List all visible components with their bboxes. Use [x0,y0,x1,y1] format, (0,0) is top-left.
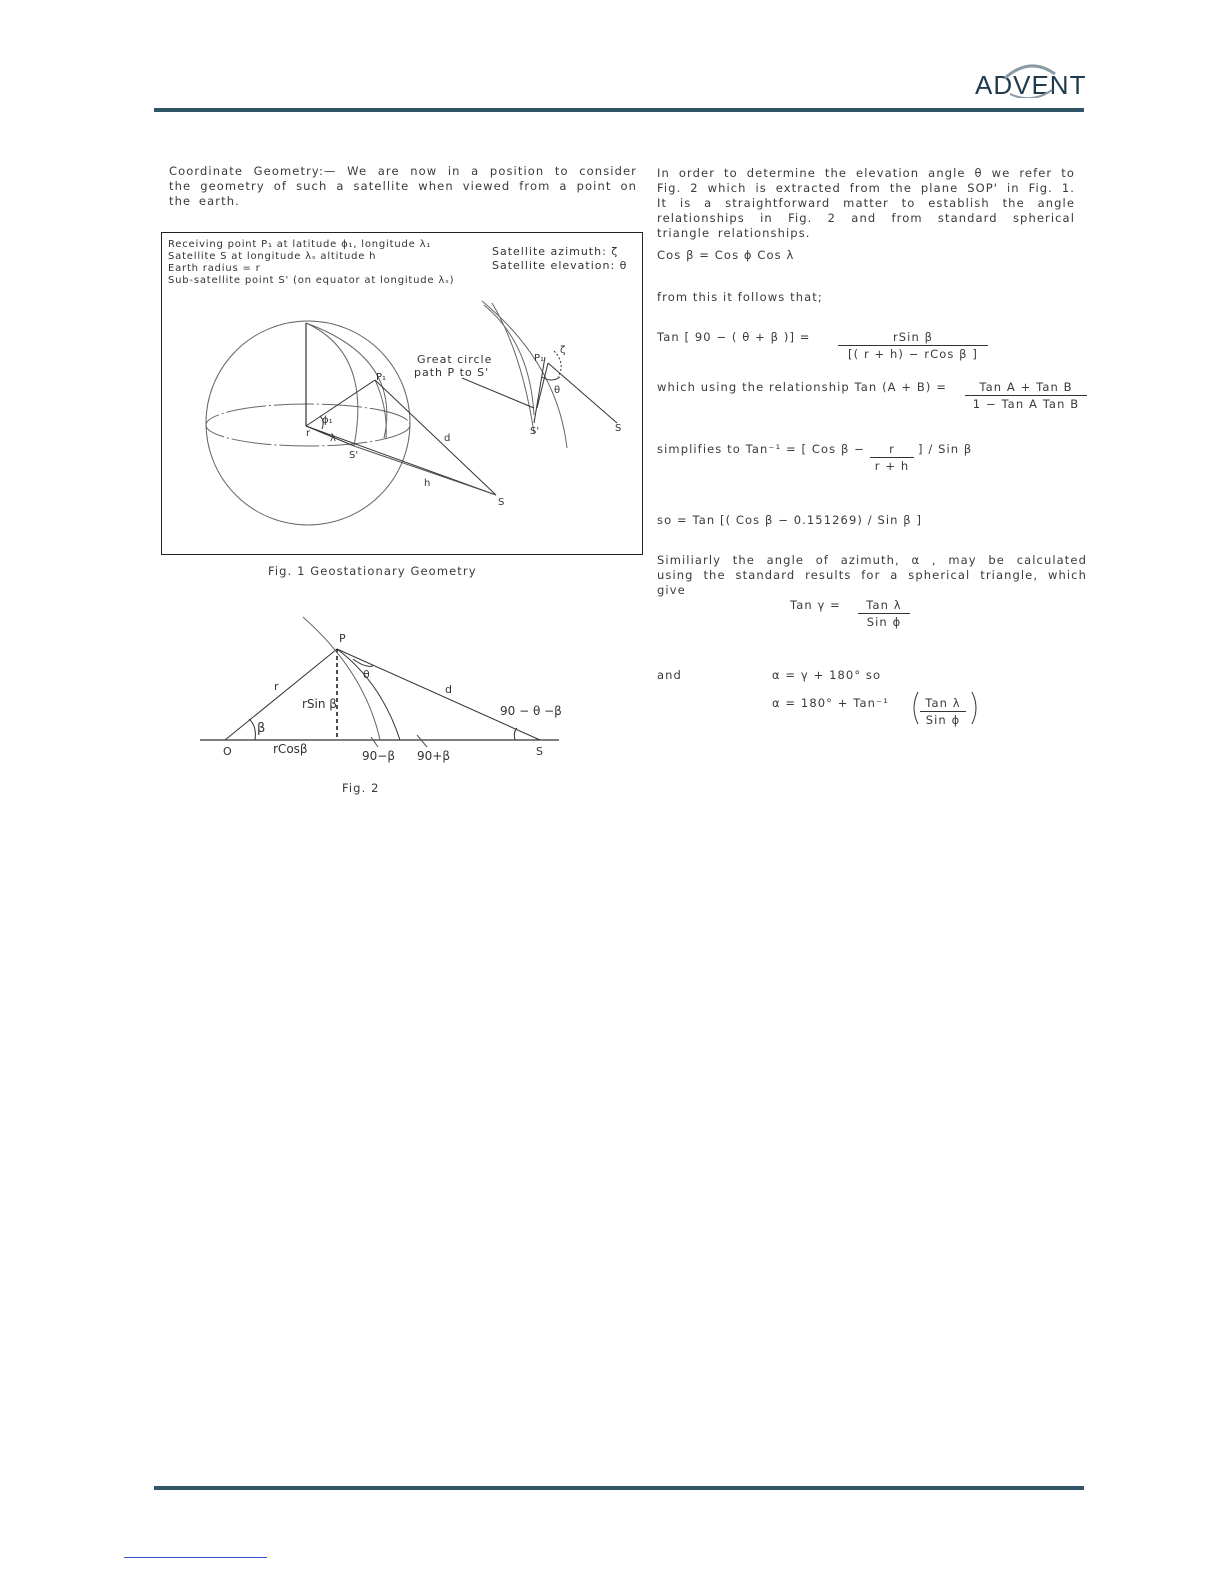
equation-4-rhs: ] / Sin β [918,442,973,456]
equation-4-numerator: r [870,442,914,458]
inset-outer-arc [482,301,567,448]
inset-pointer [462,378,534,408]
fig1-azimuth: Satellite azimuth: ζ [492,245,619,258]
fig1-label-phi: ϕ₁ [322,415,333,426]
equation-6-denominator: Sin ϕ [866,615,902,629]
equation-7: α = γ + 180° so [772,668,882,682]
inset-inner-arc [492,303,534,433]
fig2-label-rcos: rCosβ [273,742,308,756]
fig1-elevation: Satellite elevation: θ [492,259,628,272]
fig1-great-circle-2: path P to S' [414,366,490,379]
fig2-label-90-minus-beta: 90−β [362,749,395,763]
fig2-label-rsin: rSin β [302,697,337,711]
inset-label-s: S [615,423,622,434]
fig2-label-o: O [223,745,232,758]
equation-2-lhs: Tan [ 90 − ( θ + β )] = [657,330,811,344]
equation-7-and: and [657,668,682,682]
fig2-label-theta: θ [363,668,370,681]
equation-3-denominator: 1 − Tan A Tan B [972,397,1080,411]
equation-6-numerator: Tan λ [858,598,910,614]
radius-to-p1 [306,380,375,426]
fig2-label-p: P [339,632,346,645]
equation-6-lhs: Tan γ = [790,598,841,612]
fig1-legend-line3: Earth radius = r [168,263,261,274]
footer-rule [154,1486,1084,1490]
equation-3-lhs: which using the relationship Tan (A + B) = [657,380,947,394]
figure-2 [195,612,575,802]
fig2-pointer-2 [417,735,427,747]
right-paragraph-2: Similiarly the angle of azimuth, α , may be calculated using the standard results for a spherical triangle, which give [657,553,1087,597]
follows-text: from this it follows that; [657,290,823,304]
fig2-line-r [225,649,337,740]
fig1-label-h: h [424,478,431,489]
fig2-label-s: S [536,745,543,758]
fig1-label-sprime: S' [349,450,359,461]
inset-label-theta: θ [554,385,561,396]
earth-circle [206,321,410,525]
fig1-label-d: d [444,433,451,444]
equation-2-numerator: rSin β [838,330,988,346]
figure-1 [161,232,643,555]
equation-8-denominator: Sin ϕ [925,713,961,727]
equation-4-lhs: simplifies to Tan⁻¹ = [ Cos β − [657,442,865,456]
fig2-caption: Fig. 2 [342,781,380,795]
fig2-beta-arc [249,719,255,740]
inset-label-sprime: S' [530,426,540,437]
fig2-pointer-1 [371,737,378,747]
meridian-1 [306,323,358,446]
fig2-label-90-plus-beta: 90+β [417,749,450,763]
right-paragraph-1: In order to determine the elevation angle θ we refer to Fig. 2 which is extracted from the plane SOP' in Fig. 1. It is a straightforward matter to establish the angle relationships in Fig. 2 and from standard spherical triangle relationships. [657,166,1075,240]
fig2-line-d [337,649,540,740]
inset-label-zeta: ζ [560,345,566,356]
fig1-label-p1: P₁ [376,372,387,383]
footer-link-underline [124,1557,267,1558]
fig1-great-circle-1: Great circle [417,353,493,366]
logo-swoosh-icon [1000,58,1060,98]
intro-paragraph: Coordinate Geometry:— We are now in a position to consider the geometry of such a satellite when viewed from a point on the earth. [169,164,637,208]
header-rule [154,108,1084,112]
logo-text: ADVENT [975,70,1087,100]
equation-8-numerator: Tan λ [920,696,966,712]
equation-4-denominator: r + h [874,459,910,473]
equation-3-numerator: Tan A + Tan B [965,380,1087,396]
line-d [375,380,496,495]
fig1-label-lambda: λ [330,433,336,444]
equation-6-fraction [858,598,910,629]
fig1-caption: Fig. 1 Geostationary Geometry [268,564,477,578]
fig1-legend-line2: Satellite S at longitude λₛ altitude h [168,251,377,262]
equation-4-fraction [870,442,914,473]
equation-3-fraction [965,380,1087,411]
fig2-label-r: r [274,680,279,693]
equation-8-fraction [920,696,966,727]
fig1-diagram [162,233,642,554]
equation-8-lhs: α = 180° + Tan⁻¹ [772,696,889,710]
left-paren [914,692,918,724]
equation-cos-beta: Cos β = Cos ϕ Cos λ [657,248,795,262]
inset-label-p1: P₁ [534,353,545,364]
equation-2-fraction [838,330,988,361]
fig2-label-d: d [445,683,452,696]
equation-5: so = Tan [( Cos β − 0.151269) / Sin β ] [657,513,923,527]
fig1-label-s: S [498,497,505,508]
fig1-legend-line1: Receiving point P₁ at latitude ϕ₁, longitude λ₁ [168,239,432,250]
fig1-legend-line4: Sub-satellite point S' (on equator at longitude λₛ) [168,275,455,286]
fig1-label-r: r [306,428,311,439]
equation-2-denominator: [( r + h) − rCos β ] [848,347,978,361]
right-paren [972,692,976,724]
fig2-label-beta: β [257,721,266,736]
fig2-label-90-theta-beta: 90 − θ −β [500,704,562,718]
